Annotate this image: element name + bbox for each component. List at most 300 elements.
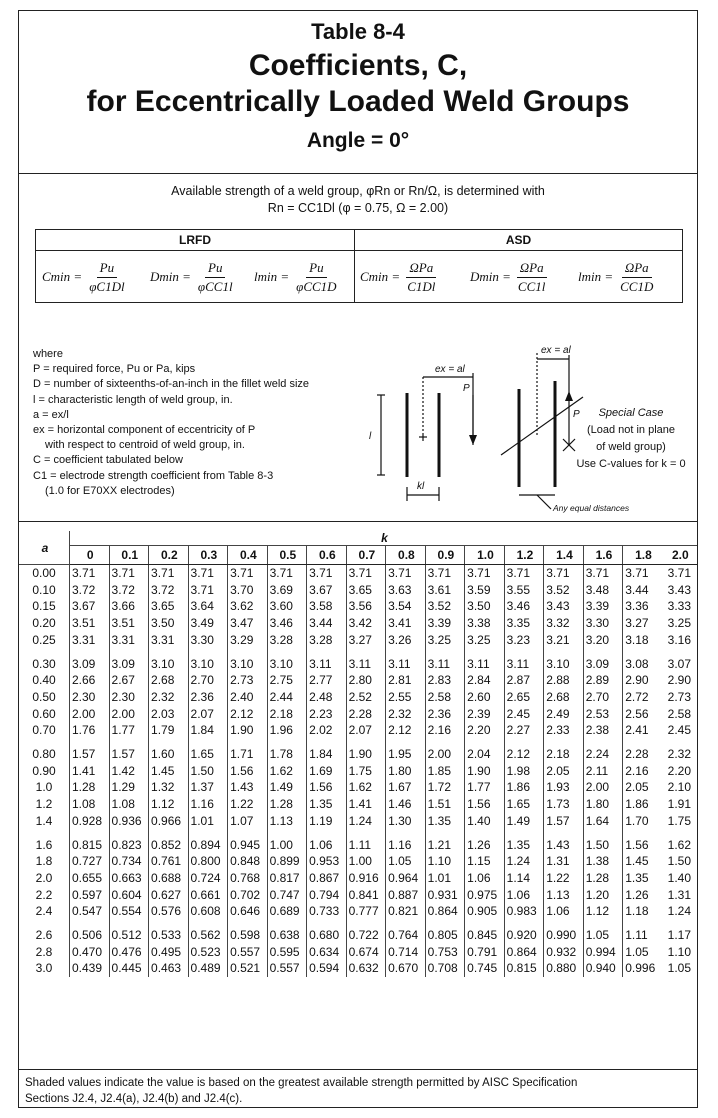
k-column-header: 1.8 [623, 546, 662, 565]
p-label-right: P [573, 409, 580, 420]
coefficient-cell: 1.11 [346, 837, 386, 854]
coefficient-cell: 3.71 [70, 565, 110, 582]
coefficient-cell: 3.42 [346, 615, 386, 632]
coefficient-cell: 2.53 [583, 706, 623, 723]
coefficient-cell: 1.05 [623, 944, 662, 961]
a-value: 2.6 [35, 928, 53, 943]
equal-distances-label: Any equal distances [553, 503, 630, 513]
coefficient-cell: 2.72 [623, 689, 662, 706]
coefficient-cell: 3.10 [228, 656, 268, 673]
k-column-header: 1.2 [504, 546, 544, 565]
coefficient-cell: 3.65 [346, 582, 386, 599]
coefficient-cell: 2.36 [188, 689, 228, 706]
coefficient-cell: 1.72 [425, 779, 465, 796]
coefficient-cell: 3.39 [583, 598, 623, 615]
coefficient-cell: 3.62 [228, 598, 268, 615]
coefficient-cell: 1.06 [307, 837, 347, 854]
coefficient-cell: 3.58 [307, 598, 347, 615]
coefficient-cell: 1.07 [228, 813, 268, 830]
a-value: 0.00 [32, 566, 56, 580]
coefficient-cell: 3.38 [465, 615, 505, 632]
coefficient-cell: 2.32 [149, 689, 189, 706]
legend-item: (1.0 for E70XX electrodes) [45, 484, 175, 497]
coefficient-cell: 0.945 [228, 837, 268, 854]
coefficient-cell: 3.39 [425, 615, 465, 632]
coefficient-cell: 0.439 [70, 960, 110, 977]
coefficient-cell: 3.55 [504, 582, 544, 599]
coefficient-cell: 0.817 [267, 870, 307, 887]
coefficient-cell: 2.00 [109, 706, 149, 723]
coefficient-cell: 1.77 [465, 779, 505, 796]
a-value: 1.4 [35, 813, 53, 828]
coefficient-cell: 1.93 [544, 779, 584, 796]
coefficient-cell: 1.17 [667, 928, 691, 943]
coefficient-cell: 0.940 [583, 960, 623, 977]
coefficient-cell: 1.31 [667, 887, 691, 902]
coefficient-cell: 1.05 [386, 853, 426, 870]
coefficient-cell: 2.20 [465, 722, 505, 739]
coefficient-cell: 0.557 [267, 960, 307, 977]
k-column-header: 0.1 [109, 546, 149, 565]
coefficient-cell: 1.19 [307, 813, 347, 830]
coefficient-cell: 3.71 [465, 565, 505, 582]
coefficient-cell: 3.28 [267, 632, 307, 649]
coefficient-cell: 1.11 [623, 927, 662, 944]
coefficient-cell: 2.24 [583, 746, 623, 763]
lrfd-lmin: lmin = $\frac{Pu}{\text{φCC1D}}$ [254, 259, 337, 294]
coefficient-cell: 2.48 [307, 689, 347, 706]
coefficient-cell: 2.75 [267, 672, 307, 689]
coefficient-cell: 3.29 [228, 632, 268, 649]
coefficient-cell: 3.52 [544, 582, 584, 599]
coefficient-cell: 3.71 [188, 565, 228, 582]
table-row [19, 656, 697, 673]
coefficient-cell: 3.51 [70, 615, 110, 632]
coefficient-cell: 2.41 [623, 722, 662, 739]
coefficient-cell: 0.489 [188, 960, 228, 977]
divider [19, 521, 697, 522]
coefficient-cell: 1.98 [504, 763, 544, 780]
coefficient-cell: 1.37 [188, 779, 228, 796]
coefficient-cell: 1.95 [386, 746, 426, 763]
coefficient-cell: 3.21 [544, 632, 584, 649]
coefficient-cell: 0.899 [267, 853, 307, 870]
divider [19, 173, 697, 174]
coefficient-cell: 3.41 [386, 615, 426, 632]
k-column-header: 1.0 [465, 546, 505, 565]
coefficient-cell: 1.75 [667, 813, 691, 828]
coefficient-cell: 3.71 [425, 565, 465, 582]
coefficient-cell: 1.62 [667, 837, 691, 852]
coefficient-cell: 2.77 [307, 672, 347, 689]
table-row [19, 722, 697, 739]
coefficient-cell: 3.18 [623, 632, 662, 649]
coefficient-cell: 1.26 [623, 887, 662, 904]
coefficient-cell: 2.00 [425, 746, 465, 763]
coefficient-cell: 0.594 [307, 960, 347, 977]
a-value: 0.30 [32, 656, 56, 671]
coefficient-cell: 1.08 [70, 796, 110, 813]
coefficient-cell: 2.56 [623, 706, 662, 723]
coefficient-cell: 0.966 [149, 813, 189, 830]
coefficient-cell: 3.33 [667, 599, 691, 614]
coefficient-cell: 3.20 [583, 632, 623, 649]
table-row [19, 565, 697, 582]
coefficient-cell: 1.35 [623, 870, 662, 887]
coefficient-cell: 1.18 [623, 903, 662, 920]
special-case-line: of weld group) [596, 441, 666, 453]
coefficient-cell: 1.26 [465, 837, 505, 854]
coefficient-cell: 2.30 [109, 689, 149, 706]
coefficient-cell: 1.46 [386, 796, 426, 813]
coefficient-cell: 2.67 [109, 672, 149, 689]
coefficient-cell: 3.66 [109, 598, 149, 615]
coefficient-cell: 3.11 [425, 656, 465, 673]
coefficient-cell: 0.931 [425, 887, 465, 904]
coefficient-cell: 0.506 [70, 927, 110, 944]
coefficient-cell: 3.25 [465, 632, 505, 649]
coefficient-cell: 2.70 [583, 689, 623, 706]
coefficient-cell: 3.31 [70, 632, 110, 649]
coefficient-cell: 3.67 [70, 598, 110, 615]
coefficient-cell: 3.71 [583, 565, 623, 582]
coefficient-cell: 0.655 [70, 870, 110, 887]
coefficient-cell: 1.62 [346, 779, 386, 796]
coefficient-cell: 1.29 [109, 779, 149, 796]
coefficient-cell: 3.54 [386, 598, 426, 615]
coefficient-cell: 0.702 [228, 887, 268, 904]
coefficient-cell: 2.36 [425, 706, 465, 723]
coefficient-cell: 2.12 [504, 746, 544, 763]
coefficient-cell: 3.63 [386, 582, 426, 599]
coefficient-cell: 1.57 [70, 746, 110, 763]
coefficient-cell: 2.83 [425, 672, 465, 689]
coefficient-cell: 3.72 [149, 582, 189, 599]
a-value: 1.6 [35, 837, 53, 852]
legend-where: where [33, 348, 63, 360]
coefficient-cell: 0.597 [70, 887, 110, 904]
table-row [19, 944, 697, 961]
a-value: 1.8 [35, 854, 53, 869]
coefficient-cell: 1.64 [583, 813, 623, 830]
intro-line-2: Rn = CC1Dl (φ = 0.75, Ω = 2.00) [267, 201, 449, 215]
a-value: 2.2 [35, 887, 53, 902]
table-row [19, 853, 697, 870]
coefficient-cell: 3.48 [583, 582, 623, 599]
coefficient-cell: 3.61 [425, 582, 465, 599]
k-column-header: 0.7 [346, 546, 386, 565]
coefficient-cell: 1.84 [307, 746, 347, 763]
coefficient-cell: 2.28 [623, 746, 662, 763]
footnote-line-1: Shaded values indicate the value is based on the greatest available strength permitted by AISC Specification [25, 1077, 578, 1089]
coefficient-cell: 1.71 [228, 746, 268, 763]
coefficient-cell: 1.16 [188, 796, 228, 813]
k-column-header: 0.9 [425, 546, 465, 565]
coefficient-cell: 1.41 [70, 763, 110, 780]
coefficient-cell: 3.71 [544, 565, 584, 582]
table-row [19, 960, 697, 977]
coefficient-cell: 1.42 [109, 763, 149, 780]
coefficient-cell: 1.50 [667, 854, 691, 869]
coefficient-cell: 1.22 [544, 870, 584, 887]
coefficient-cell: 1.84 [188, 722, 228, 739]
coefficient-cell: 0.815 [504, 960, 544, 977]
coefficient-cell: 2.02 [307, 722, 347, 739]
coefficient-cell: 0.663 [109, 870, 149, 887]
coefficient-cell: 3.51 [109, 615, 149, 632]
coefficient-cell: 2.38 [583, 722, 623, 739]
coefficient-cell: 3.50 [465, 598, 505, 615]
lrfd-dmin: Dmin = $\frac{Pu}{\text{φCC1l}}$ [150, 259, 233, 294]
coefficient-cell: 1.65 [188, 746, 228, 763]
coefficient-cell: 2.23 [307, 706, 347, 723]
coefficient-cell: 0.476 [109, 944, 149, 961]
coefficient-cell: 1.56 [623, 837, 662, 854]
lrfd-cmin: Cmin = $\frac{Pu}{\varphi C1Dl}$ [42, 259, 125, 294]
coefficient-cell: 1.41 [346, 796, 386, 813]
load-arrow-left [469, 435, 477, 445]
coefficient-cell: 2.00 [70, 706, 110, 723]
coefficient-cell: 3.69 [267, 582, 307, 599]
coefficient-cell: 3.71 [386, 565, 426, 582]
formula-divider [354, 250, 355, 302]
coefficient-cell: 0.689 [267, 903, 307, 920]
coefficient-cell: 3.44 [623, 582, 662, 599]
coefficient-cell: 0.867 [307, 870, 347, 887]
coefficient-cell: 3.09 [70, 656, 110, 673]
coefficient-cell: 2.45 [504, 706, 544, 723]
coefficient-cell: 3.71 [667, 566, 691, 580]
coefficient-cell: 0.714 [386, 944, 426, 961]
coefficient-cell: 0.680 [307, 927, 347, 944]
legend-item: D = number of sixteenths-of-an-inch in the fillet weld size [33, 378, 310, 391]
coefficient-cell: 3.71 [109, 565, 149, 582]
variable-legend [33, 347, 309, 499]
coefficient-cell: 1.01 [188, 813, 228, 830]
coefficient-cell: 3.59 [465, 582, 505, 599]
coefficient-cell: 2.16 [425, 722, 465, 739]
coefficient-cell: 3.27 [346, 632, 386, 649]
coefficient-cell: 1.05 [583, 927, 623, 944]
coefficient-cell: 0.632 [346, 960, 386, 977]
coefficient-cell: 1.40 [465, 813, 505, 830]
coefficient-cell: 3.25 [667, 616, 691, 631]
table-row [19, 779, 697, 796]
lrfd-header: LRFD [36, 230, 354, 251]
coefficient-cell: 0.815 [70, 837, 110, 854]
title-line-1: Coefficients, C, [248, 49, 468, 82]
coefficient-table [19, 531, 697, 977]
a-value: 1.0 [35, 780, 53, 795]
coefficient-cell: 1.35 [504, 837, 544, 854]
coefficient-cell: 1.56 [465, 796, 505, 813]
coefficient-cell: 2.88 [544, 672, 584, 689]
coefficient-cell: 1.86 [504, 779, 544, 796]
coefficient-cell: 2.07 [346, 722, 386, 739]
coefficient-cell: 1.76 [70, 722, 110, 739]
coefficient-cell: 0.761 [149, 853, 189, 870]
coefficient-cell: 1.24 [346, 813, 386, 830]
coefficient-cell: 0.920 [504, 927, 544, 944]
coefficient-cell: 0.646 [228, 903, 268, 920]
ex-label-right: ex = al [541, 345, 571, 356]
coefficient-cell: 0.470 [70, 944, 110, 961]
coefficient-cell: 3.26 [386, 632, 426, 649]
coefficient-cell: 1.31 [544, 853, 584, 870]
angle-label: Angle = 0° [306, 129, 410, 152]
coefficient-cell: 3.28 [307, 632, 347, 649]
coefficient-cell: 0.845 [465, 927, 505, 944]
coefficient-cell: 0.727 [70, 853, 110, 870]
coefficient-cell: 2.00 [583, 779, 623, 796]
footnote [19, 1069, 697, 1107]
k-column-header: 0.4 [228, 546, 268, 565]
coefficient-cell: 3.60 [267, 598, 307, 615]
coefficient-cell: 3.71 [149, 565, 189, 582]
intro-text [19, 183, 697, 217]
table-row [19, 796, 697, 813]
coefficient-cell: 0.953 [307, 853, 347, 870]
coefficient-cell: 0.753 [425, 944, 465, 961]
coefficient-cell: 2.18 [267, 706, 307, 723]
coefficient-cell: 2.58 [667, 706, 691, 721]
coefficient-cell: 0.445 [109, 960, 149, 977]
coefficient-cell: 3.11 [504, 656, 544, 673]
coefficient-cell: 1.00 [267, 837, 307, 854]
coefficient-cell: 1.90 [465, 763, 505, 780]
k-column-header: 1.4 [544, 546, 584, 565]
table-row [19, 927, 697, 944]
coefficient-cell: 0.864 [504, 944, 544, 961]
coefficient-cell: 1.21 [425, 837, 465, 854]
table-row [19, 598, 697, 615]
k-column-header: 0 [70, 546, 110, 565]
k-column-header: 0.8 [386, 546, 426, 565]
ex-label-left: ex = al [435, 364, 465, 375]
coefficient-cell: 2.18 [544, 746, 584, 763]
coefficient-cell: 1.13 [267, 813, 307, 830]
coefficient-cell: 2.73 [667, 689, 691, 704]
coefficient-cell: 2.05 [544, 763, 584, 780]
coefficient-cell: 1.49 [267, 779, 307, 796]
footnote-line-2: Sections J2.4, J2.4(a), J2.4(b) and J2.4(c). [25, 1093, 243, 1105]
a-value: 0.60 [32, 706, 56, 721]
coefficient-cell: 0.533 [149, 927, 189, 944]
coefficient-cell: 1.79 [149, 722, 189, 739]
coefficient-cell: 1.70 [623, 813, 662, 830]
coefficient-cell: 1.90 [346, 746, 386, 763]
coefficient-cell: 2.90 [623, 672, 662, 689]
coefficient-cell: 1.45 [623, 853, 662, 870]
coefficient-cell: 1.35 [307, 796, 347, 813]
coefficient-cell: 1.24 [504, 853, 544, 870]
coefficient-cell: 2.12 [228, 706, 268, 723]
coefficient-cell: 2.55 [386, 689, 426, 706]
legend-item: ex = horizontal component of eccentricity of P [33, 424, 256, 437]
coefficient-cell: 0.880 [544, 960, 584, 977]
coefficient-cell: 3.31 [149, 632, 189, 649]
coefficient-cell: 1.49 [504, 813, 544, 830]
a-column-header: a [19, 531, 70, 565]
coefficient-cell: 0.512 [109, 927, 149, 944]
coefficient-cell: 1.80 [583, 796, 623, 813]
coefficient-cell: 2.27 [504, 722, 544, 739]
coefficient-cell: 0.905 [465, 903, 505, 920]
special-case-title: Special Case [598, 407, 664, 419]
coefficient-cell: 0.887 [386, 887, 426, 904]
legend-item: C1 = electrode strength coefficient from Table 8-3 [33, 469, 274, 482]
coefficient-cell: 1.96 [267, 722, 307, 739]
coefficient-cell: 3.09 [109, 656, 149, 673]
coefficient-cell: 0.994 [583, 944, 623, 961]
a-value: 1.2 [35, 797, 53, 812]
coefficient-cell: 1.56 [307, 779, 347, 796]
special-case-note [571, 405, 691, 473]
legend-item: C = coefficient tabulated below [33, 454, 183, 467]
coefficient-cell: 3.71 [504, 565, 544, 582]
coefficient-cell: 0.928 [70, 813, 110, 830]
coefficient-cell: 2.66 [70, 672, 110, 689]
coefficient-cell: 2.03 [149, 706, 189, 723]
coefficient-cell: 2.40 [228, 689, 268, 706]
coefficient-cell: 1.77 [109, 722, 149, 739]
group-spacer [19, 739, 697, 746]
coefficient-cell: 2.89 [583, 672, 623, 689]
coefficient-cell: 1.57 [544, 813, 584, 830]
k-column-header: 0.3 [188, 546, 228, 565]
coefficient-cell: 1.38 [583, 853, 623, 870]
coefficient-cell: 2.39 [465, 706, 505, 723]
coefficient-cell: 0.554 [109, 903, 149, 920]
coefficient-cell: 1.28 [267, 796, 307, 813]
coefficient-cell: 1.75 [346, 763, 386, 780]
coefficient-cell: 1.13 [544, 887, 584, 904]
coefficient-cell: 3.72 [70, 582, 110, 599]
coefficient-cell: 3.43 [544, 598, 584, 615]
load-arrow-right [565, 391, 573, 401]
coefficient-cell: 1.50 [583, 837, 623, 854]
coefficient-cell: 3.67 [307, 582, 347, 599]
coefficient-cell: 3.16 [667, 632, 691, 647]
coefficient-cell: 1.56 [228, 763, 268, 780]
legend-item: a = ex/l [33, 408, 69, 421]
a-value: 0.80 [32, 747, 56, 762]
legend-item: with respect to centroid of weld group, in. [45, 439, 245, 452]
coefficient-cell: 3.30 [188, 632, 228, 649]
k-column-header: 0.5 [267, 546, 307, 565]
coefficient-cell: 0.670 [386, 960, 426, 977]
coefficient-cell: 0.823 [109, 837, 149, 854]
coefficient-cell: 1.45 [149, 763, 189, 780]
k-column-header: 2.0 [662, 546, 697, 565]
coefficient-cell: 2.60 [465, 689, 505, 706]
a-value: 0.10 [32, 582, 56, 597]
coefficient-cell: 0.791 [465, 944, 505, 961]
k-header: k [70, 531, 698, 546]
coefficient-cell: 3.44 [307, 615, 347, 632]
special-case-line: Use C-values for k = 0 [576, 458, 686, 470]
coefficient-cell: 0.595 [267, 944, 307, 961]
coefficient-cell: 3.25 [425, 632, 465, 649]
coefficient-cell: 2.52 [346, 689, 386, 706]
a-value: 0.40 [32, 673, 56, 688]
coefficient-cell: 2.44 [267, 689, 307, 706]
coefficient-cell: 3.46 [504, 598, 544, 615]
coefficient-cell: 2.10 [667, 780, 691, 795]
coefficient-cell: 2.65 [504, 689, 544, 706]
coefficient-cell: 1.85 [425, 763, 465, 780]
k-column-header: 1.6 [583, 546, 623, 565]
